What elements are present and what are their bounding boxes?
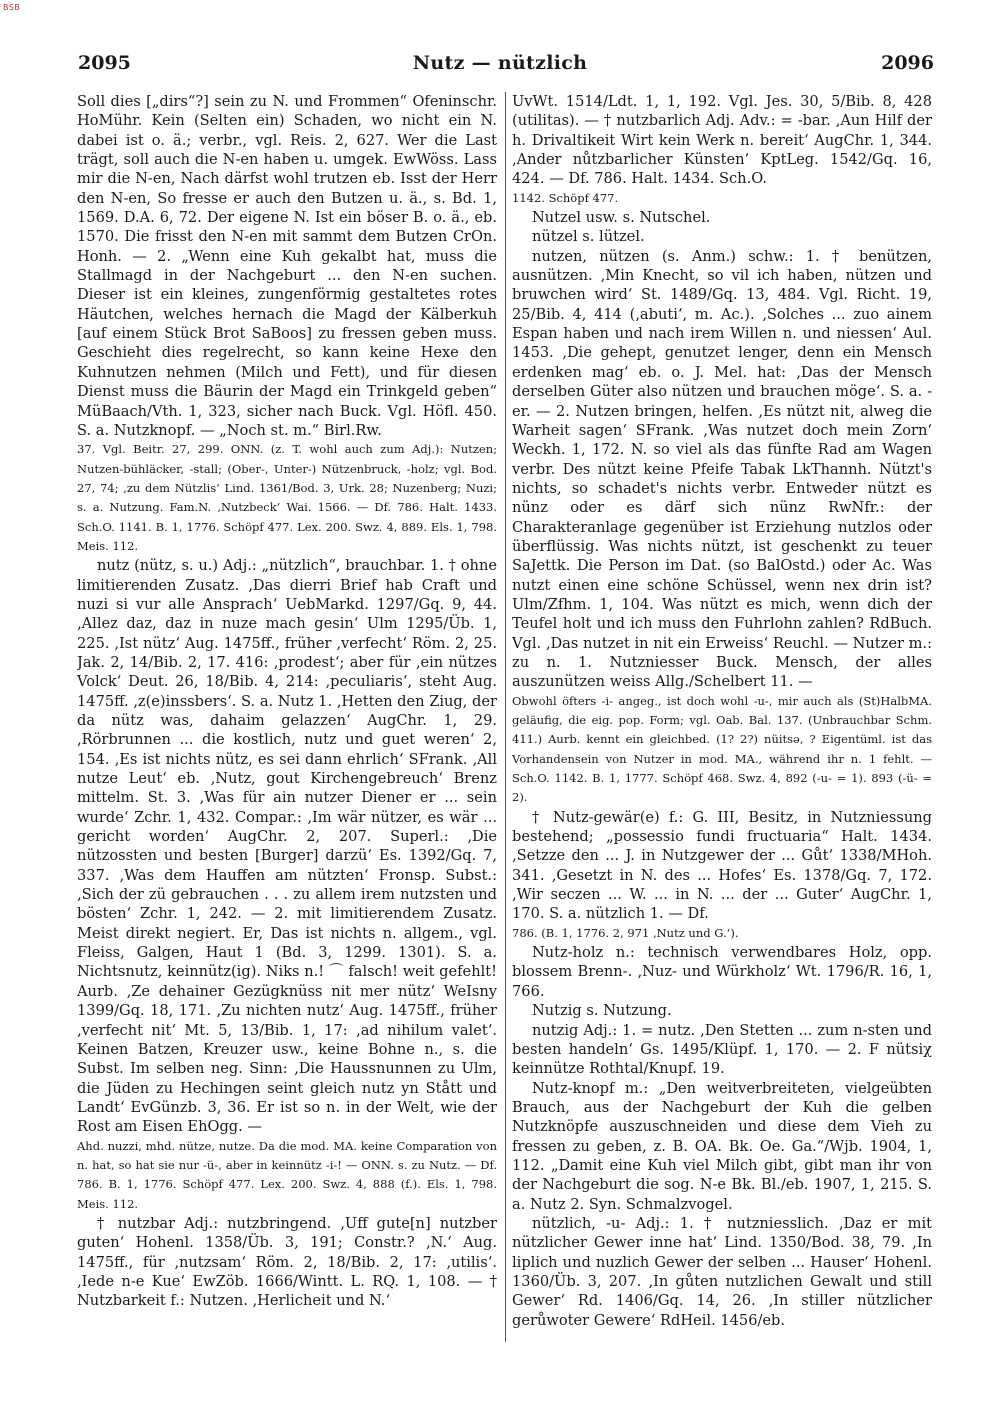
dictionary-paragraph: Ahd. nuzzi, mhd. nütze, nutze. Da die mod. MA. keine Comparation von n. hat, so hat sie nur -ü-, aber in keinnütz -i-! — ONN. s. zu Nutz. — Df. 786. B. 1, 1776. Schöpf 477. Lex. 200. Swz. 4, 888 (f.). Els. 1, 798. Meis. 112. xyxy=(77,1138,497,1211)
dictionary-paragraph: Nutzig s. Nutzung. xyxy=(532,1002,672,1020)
dictionary-paragraph: Nutz-knopf m.: „Den weitverbreiteten, vielgeübten Brauch, aus der Nachgeburt der Kuh die gelben Nutzknöpfe auszuschneiden und diese dem Vieh zu fressen zu geben, z. B. OA. Bk. Oe. Ga.“/Wjb. 1904, 1, 112. „Damit eine Kuh viel Milch gibt, gibt man ihr von der Nachgeburt die sog. N-e Bk. Bl./eb. 1907, 1, 215. S. a. Nutz 2. Syn. Schmalzvogel. xyxy=(512,1079,932,1213)
right-column xyxy=(512,92,932,1392)
dictionary-paragraph: nutzig Adj.: 1. = nutz. ‚Den Stetten ... zum n-sten und besten handeln‘ Gs. 1495/Klüpf. 1, 170. — 2. F nütsiχ keinnütze Rothtal/Knupf. 19. xyxy=(512,1021,932,1078)
dictionary-paragraph: nützlich, -u- Adj.: 1. † nutzniesslich. ‚Daz er mit nützlicher Gewer inne hat‘ Lind. 1350/Bod. 38, 79. ‚In liplich und nuzlich Gewer der selben ... Hauser‘ Hohenl. 1360/Üb. 3, 207. ‚In gůten nutzlichen Gewalt und still Gewer‘ Rd. 1406/Gq. 14, 26. ‚In stiller nützlicher gerůwoter Gewere‘ RdHeil. 1456/eb. xyxy=(512,1214,932,1329)
dictionary-paragraph: nutz (nütz, s. u.) Adj.: „nützlich“, brauchbar. 1. † ohne limitierenden Zusatz. ‚Das dierri Brief hab Craft und nuzi si vur alle Ansprach‘ UebMarkd. 1297/Gq. 9, 44. ‚Allez daz, daz in nuze mach gesin‘ Ulm 1295/Üb. 1, 225. ‚Ist nütz‘ Aug. 1475ff., früher ‚verfecht‘ Röm. 2, 25. Jak. 2, 14/Bib. 2, 17. 416: ‚prodest‘; aber für ‚ein nützes Volck‘ Deut. 26, 18/Bib. 4, 214: ‚peculiaris‘, steht Aug. 1475ff. ‚z(e)inssbers‘. S. a. Nutz 1. ‚Hetten den Ziug, der da nütz was, dahaim gelazzen‘ AugChr. 1, 29. ‚Rörbrunnen ... die kostlich, nutz und guet weren‘ 2, 154. ‚Es ist nichts nütz, es sei dann ehrlich‘ SFrank. ‚All nutze Leut‘ eb. ‚Nutz, gout Kirchengebreuch‘ Brenz mittelm. St. 3. ‚Was für ain nutzer Diener er ... sein wurde‘ Zchr. 1, 432. Compar.: ‚Im wär nützer, es wär ... gericht worden‘ AugChr. 2, 207. Superl.: ‚Die nützossten und besten [Burger] darzü‘ Es. 1392/Gq. 7, 337. ‚Was dem Hauffen am nützten‘ Fronsp. Subst.: ‚Sich der zü gebrauchen . . . zu allem irem nutzsten und bösten‘ Zchr. 1, 242. — 2. mit limitierendem Zusatz. Meist direkt negiert. Er, Das ist nichts n. allgem., vgl. Fleiss, Galgen, Haut 1 (Bd. 3, 1299. 1301). S. a. Nichtsnutz, keinnütz(ig). Niks n.! ⌒ falsch! weit gefehlt! Aurb. ‚Ze dehainer Gezügknüss nit mer nütz‘ WeIsny 1399/Gq. 18, 171. ‚Zu nichten nutz‘ Aug. 1475ff., früher ‚verfecht nit‘ Mt. 5, 13/Bib. 1, 17: ‚ad nihilum valet‘. Keinen Batzen, Kreuzer usw., keine Bohne n., s. die Subst. Im selben neg. Sinn: ‚Die Haussnunnen zu Ulm, die Jüden zu Hechingen seint gleich nutz yn Stått und Landt‘ EvGünzb. 3, 36. Er ist so n. in der Welt, wie der Rost am Eisen EhOgg. — xyxy=(77,557,497,1136)
page-header xyxy=(0,48,1000,78)
page-number-right: 2096 xyxy=(881,52,934,74)
left-column xyxy=(77,92,497,1392)
dictionary-paragraph: Nutz-holz n.: technisch verwendbares Holz, opp. blossem Brenn-. ‚Nuz- und Würkholz‘ Wt. 1796/R. 16, 1, 766. xyxy=(512,944,932,1000)
dictionary-paragraph: † Nutz-gewär(e) f.: G. III, Besitz, in Nutzniessung bestehend; „possessio fundi fructuaria“ Halt. 1434. ‚Setzze den ... J. in Nutzgewer der ... Gůt‘ 1338/MHoh. 341. ‚Gesetzt in N. des ... Hofes‘ Es. 1378/Gq. 7, 172. ‚Wir seczen ... W. ... in N. ... der ... Guter‘ AugChr. 1, 170. S. a. nützlich 1. — Df. xyxy=(512,808,932,923)
dictionary-paragraph: † nutzbar Adj.: nutzbringend. ‚Uff gute[n] nutzber guten‘ Hohenl. 1358/Üb. 3, 191; Constr.? ‚N.‘ Aug. 1475ff., für ‚nutzsam‘ Röm. 2, 18/Bib. 2, 17: ‚utilis‘. ‚Iede n-e Kue‘ EwZöb. 1666/Wintt. L. RQ. 1, 108. — † Nutzbarkeit f.: Nutzen. ‚Herlicheit und N.‘ xyxy=(77,1214,497,1310)
dictionary-paragraph: Nutzel usw. s. Nutschel. xyxy=(532,209,711,227)
library-stamp: BSB xyxy=(3,3,21,12)
dictionary-paragraph: Soll dies [„dirs“?] sein zu N. und Frommen“ Ofeninschr. HoMühr. Kein (Selten ein) Schaden, wo nicht ein N. dabei ist o. ä.; verbr., vgl. Reis. 2, 627. Wer die Last trägt, soll auch die N-en haben u. umgek. EwWöss. Lass mir die N-en, Nach därfst wohl trutzen eb. Isst der Herr den N-en, So fresse er auch den Butzen u. ä., s. Bd. 1, 1569. D.A. 6, 72. Der eigene N. Ist ein böser B. o. ä., eb. 1570. Die frisst den N-en mit sammt dem Butzen CrOn. Honh. — 2. „Wenn eine Kuh gekalbt hat, muss die Stallmagd in der Nachgeburt ... den N-en suchen. Dieser ist ein kleines, zungenförmig gestaltetes rotes Häutchen, welches hernach die Magd der Kälberkuh [auf einem Stück Brot SaBoos] zu fressen geben muss. Geschieht dies regelrecht, so kann keine Hexe den Kuhnutzen nehmen (Milch und Fett), und für diesen Dienst muss die Bäurin der Magd ein Trinkgeld geben“ MüBaach/Vth. 1, 323, sicher nach Buck. Vgl. Höfl. 450. S. a. Nutzknopf. — „Noch st. m.“ Birl.Rw. xyxy=(77,93,497,439)
dictionary-paragraph: Obwohl öfters -i- angeg., ist doch wohl -u-, mir auch als (St)HalbMA. geläufig, die eig. pop. Form; vgl. Oab. Bal. 137. (Unbrauchbar Schm. 411.) Aurb. kennt ein gleichbed. (1? 2?) nüitsə, ? Eigentüml. ist das Vorhandensein von Nutzer in mod. MA., während ihr n. 1 fehlt. — Sch.O. 1142. B. 1, 1777. Schöpf 468. Swz. 4, 892 (-u- = 1). 893 (-ü- = 2). xyxy=(512,693,932,805)
dictionary-paragraph: 786. (B. 1, 1776. 2, 971 ‚Nutz und G.‘). xyxy=(512,925,739,940)
dictionary-paragraph: 1142. Schöpf 477. xyxy=(512,190,619,205)
dictionary-paragraph: nutzen, nützen (s. Anm.) schw.: 1. † benützen, ausnützen. ‚Min Knecht, so vil ich haben, nützen und bruwchen wird‘ St. 1489/Gq. 13, 484. Vgl. Richt. 19, 25/Bib. 4, 414 (‚abuti‘, m. Ac.). ‚Solches ... zuo ainem Espan haben und nach irem Willen n. und niessen‘ Aul. 1453. ‚Die gehept, genutzet lenger, denn ein Mensch erdenken mag‘ eb. o. J. Mel. hat: ‚Das der Mensch derselben Güter also nützen und brauchen möge‘. S. a. -er. — 2. Nutzen bringen, helfen. ‚Es nützt nit, alweg die Warheit sagen‘ SFrank. ‚Was nutzet doch mein Zorn‘ Weckh. 1, 172. N. so viel als das fünfte Rad am Wagen verbr. Des nützt keine Pfeife Tabak LkThannh. Nützt's nichts, so schadet's nichts verbr. Entweder nützt es nünz oder es därf sich nünz RwNfr.: der Charakteranlage gegenüber ist Erziehung nutzlos oder überflüssig. Was nichts nützt, ist geschenkt zu teuer SaJettk. Die Person im Dat. (so BalOstd.) oder Ac. Was nutzt einen eine schöne Schüssel, wenn nex drin ist? Ulm/Zfhm. 1, 104. Was nützt es mich, wenn dich der Teufel holt und ich muss den Fuhrlohn zahlen? RdBuch. Vgl. ‚Das nutzet in nit ein Erweiss‘ Reuchl. — Nutzer m.: zu n. 1. Nutzniesser Buck. Mensch, der alles auszunützen weiss Allg./Schelbert 11. — xyxy=(512,247,932,691)
dictionary-paragraph: 37. Vgl. Beitr. 27, 299. ONN. (z. T. wohl auch zum Adj.): Nutzen; Nutzen-bühläcker, -stall; (Ober-, Unter-) Nützenbruck, -holz; vgl. Bod. 27, 74; ‚zu dem Nützlis‘ Lind. 1361/Bod. 3, Urk. 28; Nuzenberg; Nuzi; s. a. Nutzung. Fam.N. ‚Nutzbeck‘ Wai. 1566. — Df. 786. Halt. 1433. Sch.O. 1141. B. 1, 1776. Schöpf 477. Lex. 200. Swz. 4, 889. Els. 1, 798. Meis. 112. xyxy=(77,442,497,553)
column-divider xyxy=(505,92,506,1342)
page-number-left: 2095 xyxy=(78,52,131,74)
dictionary-paragraph: UvWt. 1514/Ldt. 1, 1, 192. Vgl. Jes. 30, 5/Bib. 8, 428 (utilitas). — † nutzbarlich Adj. Adv.: = -bar. ‚Aun Hilf der h. Drivaltikeit Wirt kein Werk n. bereit‘ AugChr. 1, 344. ‚Ander nůtzbarlicher Künsten‘ KptLeg. 1542/Gq. 16, 424. — Df. 786. Halt. 1434. Sch.O. xyxy=(512,93,932,188)
dictionary-paragraph: nützel s. lützel. xyxy=(532,228,645,246)
page-title: Nutz — nützlich xyxy=(412,52,588,74)
